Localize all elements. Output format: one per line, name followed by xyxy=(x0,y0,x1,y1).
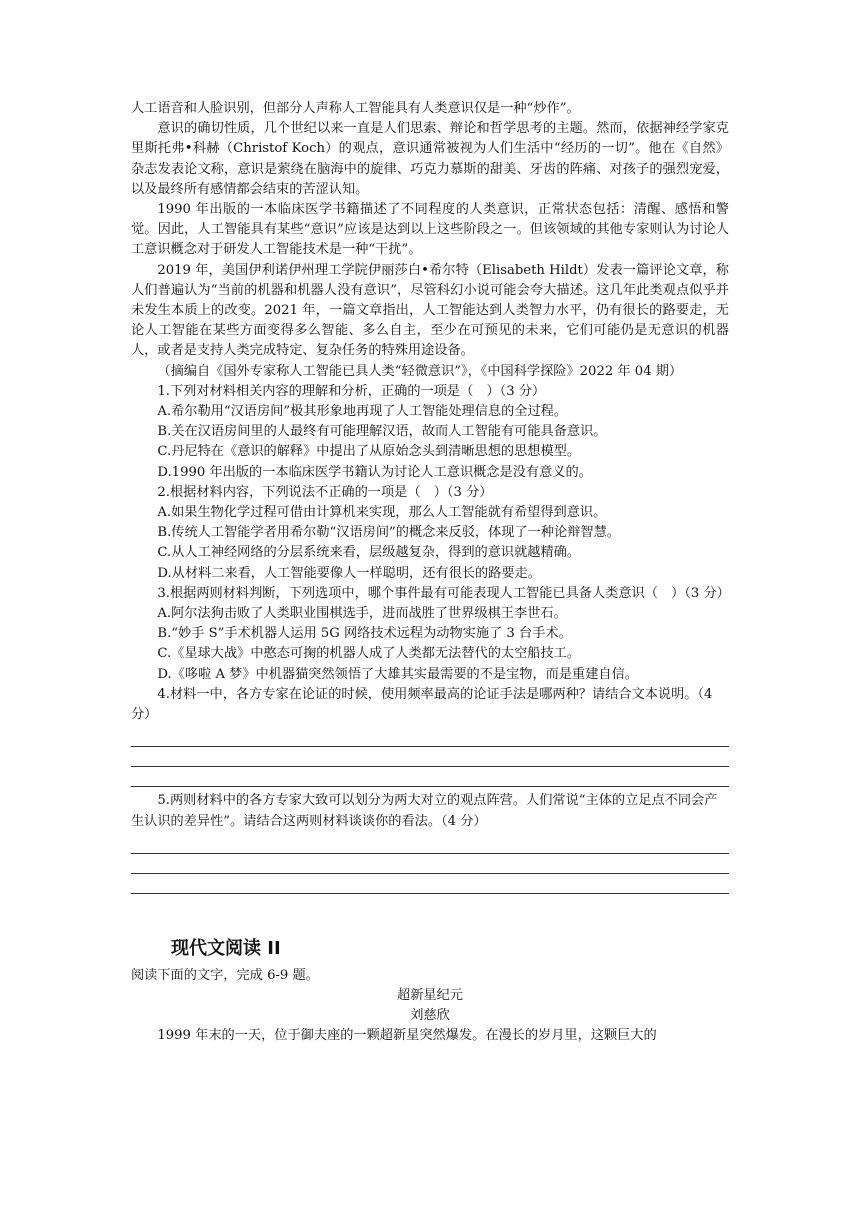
question-1-option-b: B.关在汉语房间里的人最终有可能理解汉语，故而人工智能有可能具备意识。 xyxy=(157,424,607,440)
question-5: 5.两则材料中的各方专家大致可以划分为两大对立的观点阵营。人们常说“主体的立足点不同会产生认识的差异性”。请结合这两则材料谈谈你的看法。（4 分） xyxy=(131,793,718,829)
question-1-option-c: C.丹尼特在《意识的解释》中提出了从原始念头到清晰思想的思想模型。 xyxy=(157,444,581,460)
question-2-option-b: B.传统人工智能学者用希尔勒“汉语房间”的概念来反驳，体现了一种论辩智慧。 xyxy=(157,525,620,541)
question-2: 2.根据材料内容，下列说法不正确的一项是（ ）（3 分） xyxy=(157,484,493,500)
question-4: 4.材料一中，各方专家在论证的时候，使用频率最高的论证手法是哪两种？请结合文本说明。（4 分） xyxy=(131,686,713,723)
answer-line[interactable] xyxy=(131,747,729,767)
question-3-option-d: D.《哆啦 A 梦》中机器猫突然领悟了大雄其实最需要的不是宝物，而是重建自信。 xyxy=(157,666,638,682)
question-1-option-d: D.1990 年出版的一本临床医学书籍认为讨论人工意识概念是没有意义的。 xyxy=(157,464,592,480)
answer-line[interactable] xyxy=(131,854,729,874)
passage-paragraph: 1990 年出版的一本临床医学书籍描述了不同程度的人类意识，正常状态包括：清醒、感悟和警觉。因此，人工智能具有某些“意识”应该是达到以上这些阶段之一。但该领域的其他专家则认为讨论人工意识概念对于研发人工智能技术是一种“干扰”。 xyxy=(131,202,729,258)
answer-line[interactable] xyxy=(131,874,729,894)
story-title: 超新星纪元 xyxy=(397,987,463,1003)
question-3-option-a: A.阿尔法狗击败了人类职业围棋选手，进而战胜了世界级棋王李世石。 xyxy=(157,606,567,622)
section-title: 现代文阅读 II xyxy=(171,937,281,959)
answer-lines-q4[interactable] xyxy=(131,727,729,787)
passage-paragraph: 2019 年，美国伊利诺伊州理工学院伊丽莎白•希尔特（Elisabeth Hildt）发表一篇评论文章，称人们普遍认为“当前的机器和机器人没有意识”，尽管科幻小说可能会夸大描述。这几年此类观点似乎并未发生本质上的改变。2021 年，一篇文章指出，人工智能达到人类智力水平，仍有很长的路要走，无论人工智能在某些方面变得多么智能、多么自主，至少在可预见的未来，它们可能仍是无意识的机器人，或者是支持人类完成特定、复杂任务的特殊用途设备。 xyxy=(131,262,729,359)
document-page xyxy=(131,99,729,1047)
answer-line[interactable] xyxy=(131,727,729,747)
question-2-option-c: C.从人工神经网络的分层系统来看，层级越复杂，得到的意识就越精确。 xyxy=(157,545,581,561)
question-3-option-c: C.《星球大战》中憨态可掬的机器人成了人类都无法替代的太空船技工。 xyxy=(157,646,581,662)
answer-lines-q5[interactable] xyxy=(131,834,729,894)
section-instruction: 阅读下面的文字，完成 6-9 题。 xyxy=(131,967,319,983)
source-citation: （摘编自《国外专家称人工智能已具人类“轻微意识”》，《中国科学探险》2022 年 04 期） xyxy=(157,363,683,379)
story-author: 刘慈欣 xyxy=(410,1008,450,1024)
question-2-option-a: A.如果生物化学过程可借由计算机来实现，那么人工智能就有希望得到意识。 xyxy=(157,505,607,521)
question-1: 1.下列对材料相关内容的理解和分析，正确的一项是（ ）（3 分） xyxy=(157,383,546,399)
question-2-option-d: D.从材料二来看，人工智能要像人一样聪明，还有很长的路要走。 xyxy=(157,565,541,581)
answer-line[interactable] xyxy=(131,767,729,787)
question-1-option-a: A.希尔勒用“汉语房间”极其形象地再现了人工智能处理信息的全过程。 xyxy=(157,404,568,420)
answer-line[interactable] xyxy=(131,834,729,854)
passage-paragraph: 人工语音和人脸识别，但部分人声称人工智能具有人类意识仅是一种“炒作”。 xyxy=(131,101,580,116)
question-3: 3.根据两则材料判断，下列选项中，哪个事件最有可能表现人工智能已具备人类意识（ ）（3 分） xyxy=(157,585,730,601)
question-3-option-b: B.“妙手 S”手术机器人运用 5G 网络技术远程为动物实施了 3 台手术。 xyxy=(157,626,572,642)
passage-paragraph: 意识的确切性质，几个世纪以来一直是人们思索、辩论和哲学思考的主题。然而，依据神经学家克里斯托弗•科赫（Christof Koch）的观点，意识通常被视为人们生活中“经历的一切”。他在《自然》杂志发表论文称，意识是萦绕在脑海中的旋律、巧克力慕斯的甜美、牙齿的阵痛、对孩子的强烈宠爱，以及最终所有感情都会结束的苦涩认知。 xyxy=(131,121,729,197)
story-paragraph: 1999 年末的一天，位于御夫座的一颗超新星突然爆发。在漫长的岁月里，这颗巨大的 xyxy=(157,1028,657,1044)
